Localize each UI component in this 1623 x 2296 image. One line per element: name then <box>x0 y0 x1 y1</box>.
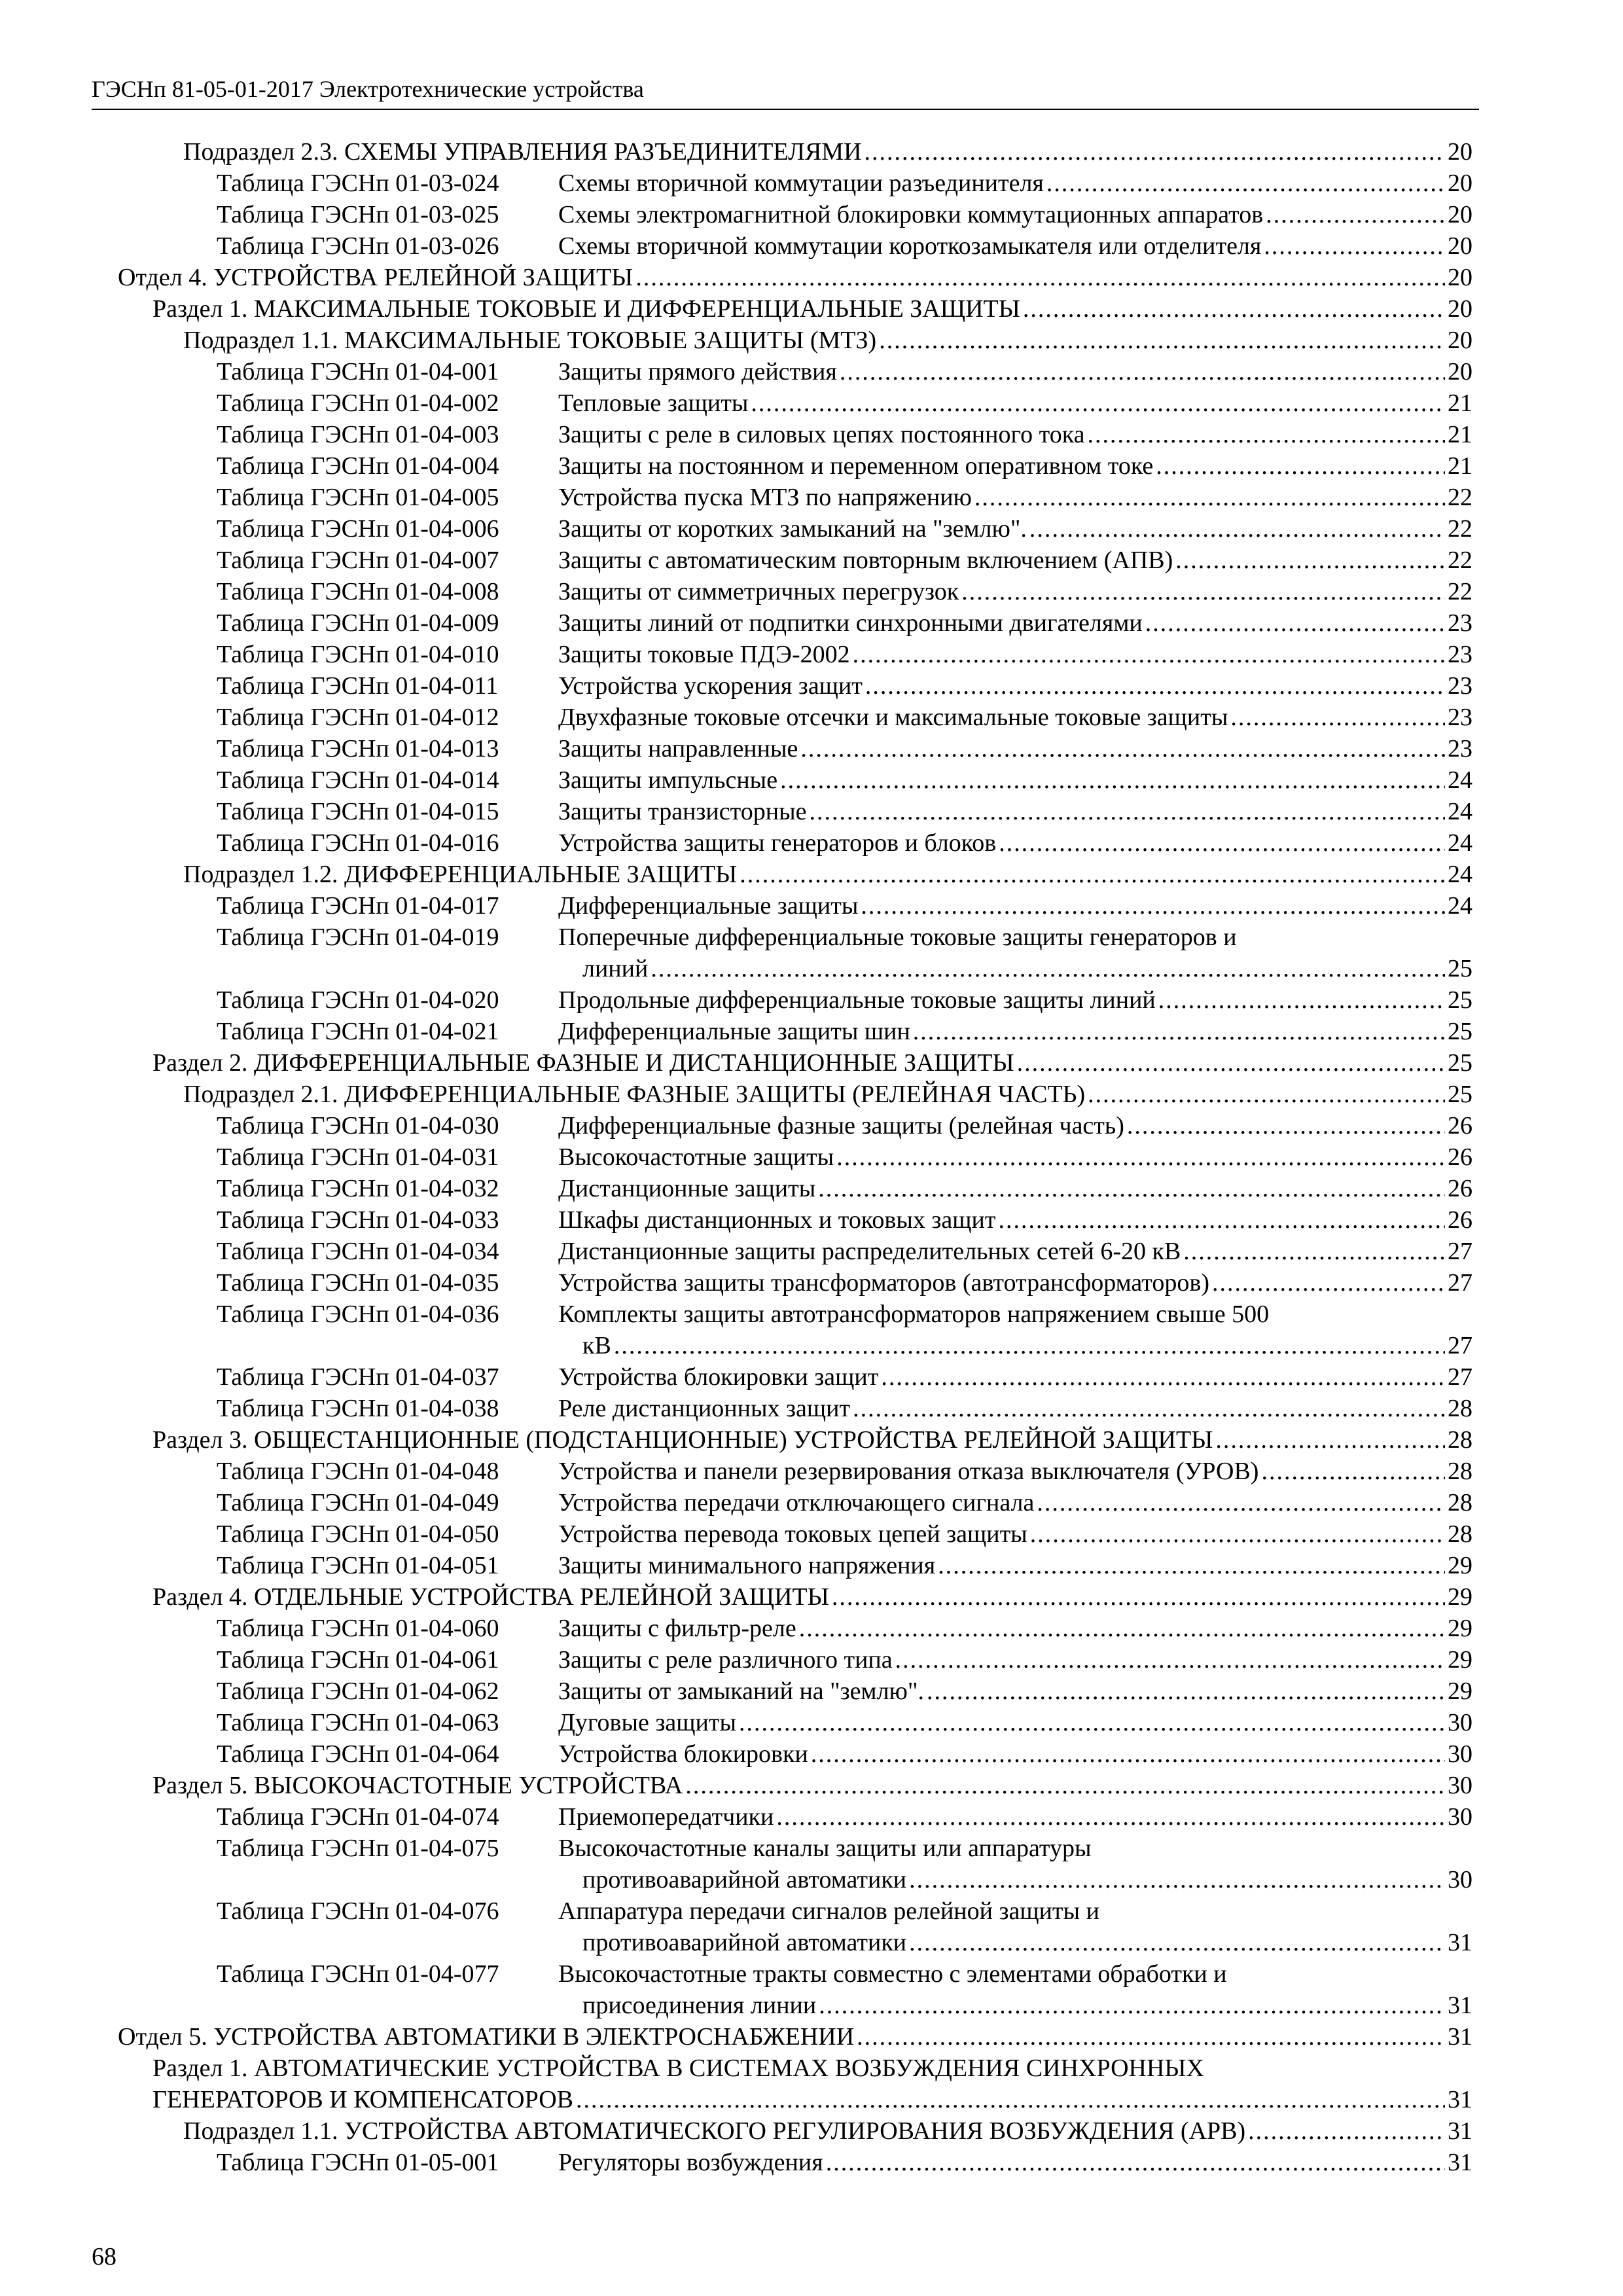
toc-table-title: Дифференциальные защиты шин <box>558 1018 910 1045</box>
toc-heading-label: Отдел 4. УСТРОЙСТВА РЕЛЕЙНОЙ ЗАЩИТЫ <box>118 264 633 291</box>
toc-page-number: 20 <box>1448 358 1472 386</box>
toc-page-number: 29 <box>1448 1552 1472 1579</box>
toc-page-number: 31 <box>1448 2149 1472 2176</box>
toc-heading-label: Подраздел 1.1. УСТРОЙСТВА АВТОМАТИЧЕСКОГО РЕГУЛИРОВАНИЯ ВОЗБУЖДЕНИЯ (АРВ) <box>183 2117 1246 2145</box>
toc-page-number: 28 <box>1448 1426 1472 1454</box>
toc-heading-label: Раздел 2. ДИФФЕРЕНЦИАЛЬНЫЕ ФАЗНЫЕ И ДИСТАНЦИОННЫЕ ЗАЩИТЫ <box>152 1049 1014 1077</box>
toc-table-code: Таблица ГЭСНп 01-04-012 <box>217 704 499 731</box>
toc-table-code: Таблица ГЭСНп 01-04-007 <box>217 547 499 574</box>
header-rule <box>92 109 1479 110</box>
toc-page-number: 26 <box>1448 1175 1472 1202</box>
toc-table-title: Защиты от симметричных перегрузок <box>558 578 959 605</box>
toc-page-number: 31 <box>1448 2117 1472 2145</box>
toc-table-title: Устройства передачи отключающего сигнала <box>558 1489 1035 1516</box>
toc-table-title: Устройства пуска МТЗ по напряжению <box>558 484 972 511</box>
toc-table-title: Шкафы дистанционных и токовых защит <box>558 1206 996 1234</box>
toc-entry-table[interactable] <box>217 1518 1472 1550</box>
toc-table-code: Таблица ГЭСНп 01-04-050 <box>217 1520 499 1548</box>
toc-table-title: Защиты минимального напряжения <box>558 1552 936 1579</box>
toc-page-number: 25 <box>1448 986 1472 1014</box>
toc-table-code: Таблица ГЭСНп 01-04-062 <box>217 1677 499 1705</box>
toc-table-title: Дифференциальные фазные защиты (релейная часть) <box>558 1112 1124 1139</box>
toc-table-code: Таблица ГЭСНп 01-04-033 <box>217 1206 499 1234</box>
toc-entry-table[interactable] <box>217 827 1472 859</box>
toc-heading-label: Раздел 1. МАКСИМАЛЬНЫЕ ТОКОВЫЕ И ДИФФЕРЕНЦИАЛЬНЫЕ ЗАЩИТЫ <box>152 295 1020 323</box>
toc-page-number: 28 <box>1448 1520 1472 1548</box>
toc-entry-table[interactable] <box>217 733 1472 764</box>
toc-table-code: Таблица ГЭСНп 01-04-038 <box>217 1395 499 1422</box>
toc-table-title: Схемы вторичной коммутации короткозамыкателя или отделителя <box>558 232 1262 260</box>
toc-leader <box>853 1393 1445 1424</box>
toc-leader <box>857 2021 1445 2053</box>
toc-entry-table[interactable] <box>217 1613 1472 1644</box>
toc-entry-table[interactable] <box>217 576 1472 607</box>
toc-page-number: 24 <box>1448 798 1472 825</box>
toc-table-code: Таблица ГЭСНп 01-04-077 <box>217 1960 499 1988</box>
toc-table-title: Устройства перевода токовых цепей защиты <box>558 1520 1027 1548</box>
toc-entry-table[interactable] <box>217 1141 1472 1173</box>
toc-table-title: Продольные дифференциальные токовые защиты линий <box>558 986 1156 1014</box>
toc-table-title: Двухфазные токовые отсечки и максимальные токовые защиты <box>558 704 1228 731</box>
toc-leader <box>832 1581 1445 1613</box>
toc-heading-label: Подраздел 2.1. ДИФФЕРЕНЦИАЛЬНЫЕ ФАЗНЫЕ ЗАЩИТЫ (РЕЛЕЙНАЯ ЧАСТЬ) <box>183 1081 1086 1108</box>
toc-leader <box>909 1864 1445 1895</box>
toc-table-title: Устройства защиты трансформаторов (автотрансформаторов) <box>558 1269 1210 1297</box>
toc-entry-continuation[interactable] <box>582 1927 1472 1958</box>
toc-leader <box>840 356 1445 387</box>
toc-page-number: 21 <box>1448 421 1472 448</box>
toc-table-code: Таблица ГЭСНп 01-04-019 <box>217 924 499 951</box>
toc-table-code: Таблица ГЭСНп 01-04-010 <box>217 641 499 668</box>
toc-table-code: Таблица ГЭСНп 01-04-016 <box>217 829 499 857</box>
toc-entry-table[interactable] <box>217 764 1472 796</box>
toc-entry-section[interactable] <box>152 1047 1472 1079</box>
toc-table-title: Защиты от коротких замыканий на "землю". <box>558 515 1027 543</box>
toc-entry-division[interactable] <box>118 262 1472 293</box>
toc-leader <box>1230 702 1445 733</box>
toc-leader <box>1215 1424 1445 1456</box>
toc-entry-table[interactable] <box>217 670 1472 702</box>
toc-table-title: Регуляторы возбуждения <box>558 2149 823 2176</box>
toc-table-code: Таблица ГЭСНп 01-04-030 <box>217 1112 499 1139</box>
toc-page-number: 21 <box>1448 452 1472 480</box>
toc-table-code: Таблица ГЭСНп 01-04-061 <box>217 1646 499 1674</box>
toc-leader <box>938 1550 1445 1581</box>
toc-page-number: 27 <box>1448 1238 1472 1265</box>
toc-table-code: Таблица ГЭСНп 01-04-011 <box>217 672 499 700</box>
toc-page-number: 20 <box>1448 201 1472 228</box>
toc-table-code: Таблица ГЭСНп 01-03-025 <box>217 201 499 228</box>
toc-entry-table[interactable] <box>217 890 1472 922</box>
toc-table-title: Защиты направленные <box>558 735 798 762</box>
toc-table-code: Таблица ГЭСНп 01-04-031 <box>217 1143 499 1171</box>
toc-page-number: 28 <box>1448 1395 1472 1422</box>
toc-leader <box>1175 545 1445 576</box>
toc-leader <box>974 482 1445 513</box>
toc-table-code: Таблица ГЭСНп 01-04-036 <box>217 1300 499 1328</box>
toc-page-number: 28 <box>1448 1458 1472 1485</box>
toc-table-title: Высокочастотные каналы защиты или аппаратуры <box>558 1835 1092 1862</box>
toc-page-number: 20 <box>1448 295 1472 323</box>
toc-table-title: Поперечные дифференциальные токовые защиты генераторов и <box>558 924 1237 951</box>
toc-page-number: 23 <box>1448 704 1472 731</box>
toc-table-title: Защиты импульсные <box>558 766 778 794</box>
toc-table-code: Таблица ГЭСНп 01-04-001 <box>217 358 499 386</box>
toc-entry-table[interactable] <box>217 922 1472 953</box>
toc-entry-table[interactable] <box>217 1707 1472 1738</box>
toc-table-title: Устройства ускорения защит <box>558 672 863 700</box>
toc-entry-continuation[interactable] <box>582 1990 1472 2021</box>
toc-heading-label: Раздел 3. ОБЩЕСТАНЦИОННЫЕ (ПОДСТАНЦИОННЫЕ) УСТРОЙСТВА РЕЛЕЙНОЙ ЗАЩИТЫ <box>152 1426 1213 1454</box>
toc-entry-table[interactable] <box>217 1676 1472 1707</box>
toc-leader <box>809 796 1445 827</box>
toc-table-code: Таблица ГЭСНп 01-04-035 <box>217 1269 499 1297</box>
toc-table-title: Дифференциальные защиты <box>558 892 859 920</box>
toc-table-title: Устройства и панели резервирования отказа выключателя (УРОВ) <box>558 1458 1259 1485</box>
toc-entry-table[interactable] <box>217 1738 1472 1770</box>
toc-entry-section[interactable] <box>152 2053 1472 2084</box>
toc-table-code: Таблица ГЭСНп 01-04-014 <box>217 766 499 794</box>
toc-table-title: Защиты токовые ПДЭ-2002 <box>558 641 850 668</box>
toc-entry-table[interactable] <box>217 2147 1472 2178</box>
running-header: ГЭСНп 81-05-01-2017 Электротехнические устройства <box>92 76 644 102</box>
toc-entry-table[interactable] <box>217 1204 1472 1236</box>
toc-table-code: Таблица ГЭСНп 01-04-064 <box>217 1740 499 1768</box>
toc-title-continuation: кВ <box>582 1332 611 1359</box>
toc-table-title: Реле дистанционных защит <box>558 1395 851 1422</box>
toc-leader <box>1017 1047 1445 1079</box>
toc-entry-continuation[interactable] <box>582 953 1472 984</box>
toc-entry-table[interactable] <box>217 1895 1472 1927</box>
toc-table-code: Таблица ГЭСНп 01-04-015 <box>217 798 499 825</box>
toc-leader <box>1158 984 1445 1016</box>
toc-page-number: 24 <box>1448 892 1472 920</box>
toc-table-code: Таблица ГЭСНп 01-04-060 <box>217 1615 499 1642</box>
toc-table-title: Защиты с реле различного типа <box>558 1646 893 1674</box>
toc-page-number: 26 <box>1448 1143 1472 1171</box>
toc-leader <box>685 1770 1445 1801</box>
toc-leader <box>740 859 1445 890</box>
toc-table-title: Устройства защиты генераторов и блоков <box>558 829 997 857</box>
toc-page-number: 31 <box>1448 2086 1472 2113</box>
toc-leader <box>614 1330 1445 1361</box>
toc-leader <box>651 953 1445 984</box>
toc-page-number: 25 <box>1448 1081 1472 1108</box>
toc-page-number: 31 <box>1448 1929 1472 1956</box>
toc-table-code: Таблица ГЭСНп 01-04-009 <box>217 609 499 637</box>
toc-table-title: Защиты на постоянном и переменном оперативном токе <box>558 452 1154 480</box>
toc-table-title: Дистанционные защиты распределительных сетей 6-20 кВ <box>558 1238 1181 1265</box>
toc-leader <box>909 1927 1445 1958</box>
toc-title-continuation: линий <box>582 955 649 982</box>
toc-leader <box>776 1801 1445 1833</box>
toc-leader <box>999 827 1445 859</box>
toc-entry-subsection[interactable] <box>183 1079 1472 1110</box>
toc-leader <box>1046 168 1445 199</box>
toc-entry-table[interactable] <box>217 230 1472 262</box>
toc-table-code: Таблица ГЭСНп 01-04-021 <box>217 1018 499 1045</box>
toc-page-number: 24 <box>1448 766 1472 794</box>
toc-table-title: Схемы электромагнитной блокировки коммутационных аппаратов <box>558 201 1264 228</box>
toc-page-number: 27 <box>1448 1363 1472 1391</box>
toc-table-code: Таблица ГЭСНп 01-04-008 <box>217 578 499 605</box>
toc-page-number: 22 <box>1448 484 1472 511</box>
toc-heading-label: Раздел 5. ВЫСОКОЧАСТОТНЫЕ УСТРОЙСТВА <box>152 1772 683 1799</box>
toc-page-number: 20 <box>1448 170 1472 197</box>
toc-entry-table[interactable] <box>217 796 1472 827</box>
toc-leader <box>1145 607 1445 639</box>
toc-table-title: Высокочастотные защиты <box>558 1143 834 1171</box>
toc-table-code: Таблица ГЭСНп 01-04-075 <box>217 1835 499 1862</box>
toc-table-title: Защиты прямого действия <box>558 358 837 386</box>
toc-table-title: Защиты линий от подпитки синхронными двигателями <box>558 609 1143 637</box>
toc-entry-table[interactable] <box>217 545 1472 576</box>
toc-page-number: 24 <box>1448 861 1472 888</box>
toc-table-code: Таблица ГЭСНп 01-04-005 <box>217 484 499 511</box>
toc-entry-table[interactable] <box>217 1487 1472 1518</box>
toc-entry-table[interactable] <box>217 199 1472 230</box>
toc-title-continuation: противоаварийной автоматики <box>582 1866 907 1893</box>
toc-table-title: Дистанционные защиты <box>558 1175 816 1202</box>
toc-table-code: Таблица ГЭСНп 01-04-020 <box>217 986 499 1014</box>
toc-entry-division[interactable] <box>118 2021 1472 2053</box>
toc-entry-table[interactable] <box>217 1456 1472 1487</box>
toc-leader <box>1087 419 1445 450</box>
toc-entry-table[interactable] <box>217 513 1472 545</box>
toc-leader <box>1088 1079 1445 1110</box>
toc-leader <box>1261 1456 1445 1487</box>
toc-page-number: 30 <box>1448 1866 1472 1893</box>
toc-leader <box>1266 199 1445 230</box>
toc-page-number: 23 <box>1448 672 1472 700</box>
toc-entry-section[interactable] <box>152 1770 1472 1801</box>
toc-table-title: Защиты от замыканий на "землю". <box>558 1677 924 1705</box>
toc-table-code: Таблица ГЭСНп 01-04-006 <box>217 515 499 543</box>
toc-leader <box>861 890 1445 922</box>
toc-entry-table[interactable] <box>217 482 1472 513</box>
toc-leader <box>998 1204 1445 1236</box>
toc-table-code: Таблица ГЭСНп 01-04-032 <box>217 1175 499 1202</box>
toc-leader <box>853 639 1445 670</box>
toc-heading-label: Раздел 1. АВТОМАТИЧЕСКИЕ УСТРОЙСТВА В СИСТЕМАХ ВОЗБУЖДЕНИЯ СИНХРОННЫХ <box>152 2054 1205 2082</box>
toc-page-number: 29 <box>1448 1677 1472 1705</box>
toc-leader <box>780 764 1445 796</box>
toc-entry-table[interactable] <box>217 1299 1472 1330</box>
toc-entry-section[interactable] <box>152 1581 1472 1613</box>
toc-table-title: Дуговые защиты <box>558 1709 737 1736</box>
toc-leader <box>881 1361 1445 1393</box>
toc-title-continuation: противоаварийной автоматики <box>582 1929 907 1956</box>
toc-title-continuation: присоединения линии <box>582 1992 817 2019</box>
toc-table-title: Защиты с фильтр-реле <box>558 1615 796 1642</box>
toc-entry-subsection[interactable] <box>183 859 1472 890</box>
toc-table-code: Таблица ГЭСНп 01-03-026 <box>217 232 499 260</box>
toc-entry-section[interactable] <box>152 293 1472 325</box>
toc-entry-table[interactable] <box>217 607 1472 639</box>
toc-entry-table[interactable] <box>217 356 1472 387</box>
toc-leader <box>879 325 1445 356</box>
toc-leader <box>635 262 1445 293</box>
toc-entry-table[interactable] <box>217 168 1472 199</box>
toc-page-number: 23 <box>1448 609 1472 637</box>
toc-leader <box>751 387 1445 419</box>
toc-table-code: Таблица ГЭСНп 01-04-003 <box>217 421 499 448</box>
toc-table-code: Таблица ГЭСНп 01-04-074 <box>217 1803 499 1831</box>
toc-leader <box>799 1613 1445 1644</box>
toc-entry-table[interactable] <box>217 1267 1472 1299</box>
toc-page-number: 22 <box>1448 578 1472 605</box>
toc-table-code: Таблица ГЭСНп 01-04-049 <box>217 1489 499 1516</box>
toc-page-number: 29 <box>1448 1646 1472 1674</box>
toc-entry-table[interactable] <box>217 1958 1472 1990</box>
toc-entry-table[interactable] <box>217 639 1472 670</box>
toc-table-title: Устройства блокировки защит <box>558 1363 879 1391</box>
toc-leader <box>1183 1236 1445 1267</box>
toc-table-title: Тепловые защиты <box>558 389 749 417</box>
toc-entry-table[interactable] <box>217 1236 1472 1267</box>
toc-table-code: Таблица ГЭСНп 01-04-013 <box>217 735 499 762</box>
toc-page-number: 20 <box>1448 232 1472 260</box>
toc-entry-continuation[interactable] <box>582 1864 1472 1895</box>
toc-page-number: 24 <box>1448 829 1472 857</box>
toc-entry-table[interactable] <box>217 984 1472 1016</box>
toc-page-number: 30 <box>1448 1803 1472 1831</box>
toc-page-number: 30 <box>1448 1709 1472 1736</box>
toc-table-title: Аппаратура передачи сигналов релейной защиты и <box>558 1897 1099 1925</box>
toc-entry-continuation[interactable] <box>152 2084 1472 2115</box>
toc-entry-table[interactable] <box>217 1801 1472 1833</box>
toc-leader <box>1212 1267 1445 1299</box>
toc-leader <box>1023 293 1445 325</box>
toc-leader <box>800 733 1445 764</box>
toc-entry-table[interactable] <box>217 1173 1472 1204</box>
toc-entry-table[interactable] <box>217 419 1472 450</box>
toc-page-number: 30 <box>1448 1740 1472 1768</box>
toc-table-code: Таблица ГЭСНп 01-04-034 <box>217 1238 499 1265</box>
toc-table-title: Защиты транзисторные <box>558 798 807 825</box>
toc-page-number: 29 <box>1448 1583 1472 1611</box>
toc-page-number: 21 <box>1448 389 1472 417</box>
toc-table-code: Таблица ГЭСНп 01-04-063 <box>217 1709 499 1736</box>
toc-leader <box>895 1644 1445 1676</box>
toc-leader <box>1037 1487 1445 1518</box>
toc-table-code: Таблица ГЭСНп 01-05-001 <box>217 2149 499 2176</box>
page-number: 68 <box>92 2243 116 2270</box>
toc-entry-table[interactable] <box>217 1016 1472 1047</box>
toc-table-code: Таблица ГЭСНп 01-04-048 <box>217 1458 499 1485</box>
toc-entry-table[interactable] <box>217 1393 1472 1424</box>
toc-table-title: Защиты с реле в силовых цепях постоянного тока <box>558 421 1085 448</box>
toc-page-number: 27 <box>1448 1269 1472 1297</box>
toc-leader <box>913 1016 1445 1047</box>
toc-leader <box>865 670 1445 702</box>
toc-entry-subsection[interactable] <box>183 325 1472 356</box>
toc-leader <box>1156 450 1445 482</box>
toc-table-title: Устройства блокировки <box>558 1740 808 1768</box>
toc-heading-label: Подраздел 2.3. СХЕМЫ УПРАВЛЕНИЯ РАЗЪЕДИНИТЕЛЯМИ <box>183 138 862 166</box>
toc-heading-label: Отдел 5. УСТРОЙСТВА АВТОМАТИКИ В ЭЛЕКТРОСНАБЖЕНИИ <box>118 2023 855 2051</box>
toc-leader <box>576 2084 1445 2115</box>
toc-page-number: 23 <box>1448 735 1472 762</box>
toc-page-number: 22 <box>1448 547 1472 574</box>
toc-page-number: 20 <box>1448 138 1472 166</box>
toc-page-number: 27 <box>1448 1332 1472 1359</box>
toc-page-number: 22 <box>1448 515 1472 543</box>
toc-table-code: Таблица ГЭСНп 01-04-051 <box>217 1552 499 1579</box>
toc-entry-continuation[interactable] <box>582 1330 1472 1361</box>
toc-heading-label: Подраздел 1.1. МАКСИМАЛЬНЫЕ ТОКОВЫЕ ЗАЩИТЫ (МТЗ) <box>183 327 877 354</box>
toc-entry-table[interactable] <box>217 1361 1472 1393</box>
toc-table-code: Таблица ГЭСНп 01-04-004 <box>217 452 499 480</box>
toc-page-number: 31 <box>1448 2023 1472 2051</box>
toc-page-number: 26 <box>1448 1112 1472 1139</box>
toc-heading-label: Раздел 4. ОТДЕЛЬНЫЕ УСТРОЙСТВА РЕЛЕЙНОЙ ЗАЩИТЫ <box>152 1583 829 1611</box>
toc-table-title: Комплекты защиты автотрансформаторов напряжением свыше 500 <box>558 1300 1270 1328</box>
toc-page-number: 23 <box>1448 641 1472 668</box>
toc-leader <box>1029 513 1445 545</box>
toc-page-number: 25 <box>1448 955 1472 982</box>
toc-entry-table[interactable] <box>217 702 1472 733</box>
toc-table-title: Приемопередатчики <box>558 1803 774 1831</box>
toc-entry-section[interactable] <box>152 1424 1472 1456</box>
toc-entry-table[interactable] <box>217 450 1472 482</box>
toc-leader <box>865 136 1445 168</box>
toc-page-number: 20 <box>1448 327 1472 354</box>
toc-leader <box>927 1676 1445 1707</box>
toc-leader <box>836 1141 1445 1173</box>
toc-table-title: Схемы вторичной коммутации разъединителя <box>558 170 1044 197</box>
toc-table-title: Защиты с автоматическим повторным включением (АПВ) <box>558 547 1173 574</box>
toc-page-number: 28 <box>1448 1489 1472 1516</box>
toc-entry-table[interactable] <box>217 1550 1472 1581</box>
toc-leader <box>961 576 1445 607</box>
toc-leader <box>819 1990 1445 2021</box>
toc-entry-table[interactable] <box>217 1110 1472 1141</box>
toc-heading-label: Подраздел 1.2. ДИФФЕРЕНЦИАЛЬНЫЕ ЗАЩИТЫ <box>183 861 738 888</box>
toc-leader <box>818 1173 1445 1204</box>
toc-table-code: Таблица ГЭСНп 01-04-076 <box>217 1897 499 1925</box>
toc-entry-subsection[interactable] <box>183 136 1472 168</box>
toc-leader <box>1030 1518 1445 1550</box>
toc-table-title: Высокочастотные тракты совместно с элементами обработки и <box>558 1960 1227 1988</box>
toc-page-number: 25 <box>1448 1018 1472 1045</box>
toc-page-number: 31 <box>1448 1992 1472 2019</box>
toc-entry-table[interactable] <box>217 387 1472 419</box>
toc-leader <box>1127 1110 1445 1141</box>
toc-leader <box>739 1707 1445 1738</box>
toc-page-number: 20 <box>1448 264 1472 291</box>
toc-leader <box>811 1738 1445 1770</box>
toc-page-number: 30 <box>1448 1772 1472 1799</box>
toc-table-code: Таблица ГЭСНп 01-04-017 <box>217 892 499 920</box>
toc-leader <box>1264 230 1445 262</box>
toc-table-code: Таблица ГЭСНп 01-04-002 <box>217 389 499 417</box>
toc-entry-table[interactable] <box>217 1644 1472 1676</box>
toc-table-code: Таблица ГЭСНп 01-03-024 <box>217 170 499 197</box>
toc-page-number: 25 <box>1448 1049 1472 1077</box>
toc-entry-subsection[interactable] <box>183 2115 1472 2147</box>
toc-heading-continuation: ГЕНЕРАТОРОВ И КОМПЕНСАТОРОВ <box>152 2086 574 2113</box>
toc-entry-table[interactable] <box>217 1833 1472 1864</box>
toc-page-number: 26 <box>1448 1206 1472 1234</box>
toc-page-number: 29 <box>1448 1615 1472 1642</box>
toc-table-code: Таблица ГЭСНп 01-04-037 <box>217 1363 499 1391</box>
toc-leader <box>826 2147 1445 2178</box>
toc-leader <box>1248 2115 1445 2147</box>
